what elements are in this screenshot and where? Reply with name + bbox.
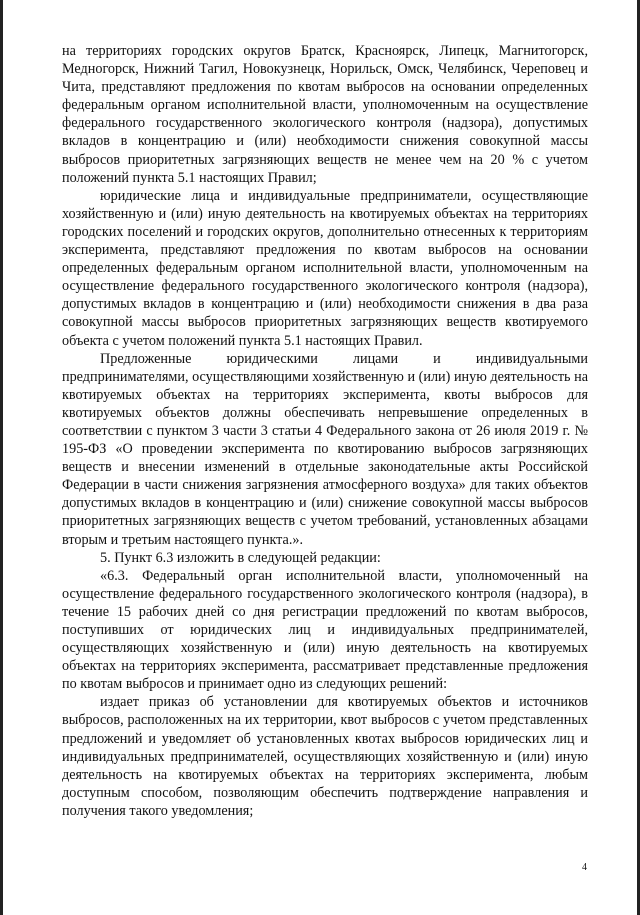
- page-number: 4: [582, 862, 587, 873]
- document-body: [62, 42, 588, 820]
- paragraph-amendment-5: 5. Пункт 6.3 изложить в следующей редакции:: [100, 549, 381, 566]
- scan-border-left: [0, 0, 3, 915]
- paragraph-continuation: на территориях городских округов Братск, Красноярск, Липецк, Магнитогорск, Медногорск, Нижний Тагил, Новокузнецк, Норильск, Омск, Челябинск, Череповец и Чита, представляют предложения по квотам выбросов на основании определенных федеральным органом исполнительной власти, уполномоченным на осуществление федерального государственного экологического контроля (надзора), допустимых вкладов в концентрацию и (или) необходимости снижения совокупной массы выбросов приоритетных загрязняющих веществ не менее чем на 20 % с учетом положений пункта 5.1 настоящих Правил;: [62, 43, 588, 186]
- paragraph-issues-order: издает приказ об установлении для квотируемых объектов и источников выбросов, расположенных на их территории, квот выбросов с учетом представленных предложений и уведомляет об установленных квотах выбросов юридических лиц и индивидуальных предпринимателей, осуществляющих хозяйственную и (или) иную деятельность на квотируемых объектах на территориях эксперимента, любым доступным способом, позволяющим обеспечить подтверждение направления и получения такого уведомления;: [62, 694, 588, 819]
- paragraph-proposed-quotas: Предложенные юридическими лицами и индивидуальными предпринимателями, осуществляющими хозяйственную и (или) иную деятельность на квотируемых объектах на территориях эксперимента, квоты выбросов для квотируемых объектов должны обеспечивать непревышение определенных в соответствии с пунктом 3 части 3 статьи 4 Федерального закона от 26 июля 2019 г. № 195-ФЗ «О проведении эксперимента по квотированию выбросов загрязняющих веществ и внесении изменений в отдельные законодательные акты Российской Федерации в части снижения загрязнения атмосферного воздуха» для таких объектов допустимых вкладов в концентрацию и (или) снижение совокупной массы выбросов приоритетных загрязняющих веществ с учетом требований, установленных абзацами вторым и третьим настоящего пункта.».: [62, 350, 588, 548]
- paragraph-legal-entities: юридические лица и индивидуальные предприниматели, осуществляющие хозяйственную и (или) иную деятельность на квотируемых объектах на территориях городских поселений и городских округов, дополнительно отнесенных к территориям эксперимента, представляют предложения по квотам выбросов на основании определенных федеральным органом исполнительной власти, уполномоченным на осуществление федерального государственного экологического контроля (надзора), допустимых вкладов в концентрацию и (или) необходимости снижения в два раза совокупной массы выбросов приоритетных загрязняющих веществ квотируемого объекта с учетом положений пункта 5.1 настоящих Правил.: [62, 187, 588, 349]
- paragraph-6-3: «6.3. Федеральный орган исполнительной власти, уполномоченный на осуществление федерального государственного экологического контроля (надзора), в течение 15 рабочих дней со дня регистрации предложений по квотам выбросов, поступивших от юридических лиц и индивидуальных предпринимателей, осуществляющих хозяйственную и (или) иную деятельность на квотируемых объектах на территориях эксперимента, рассматривает представленные предложения по квотам выбросов и принимает одно из следующих решений:: [62, 567, 588, 693]
